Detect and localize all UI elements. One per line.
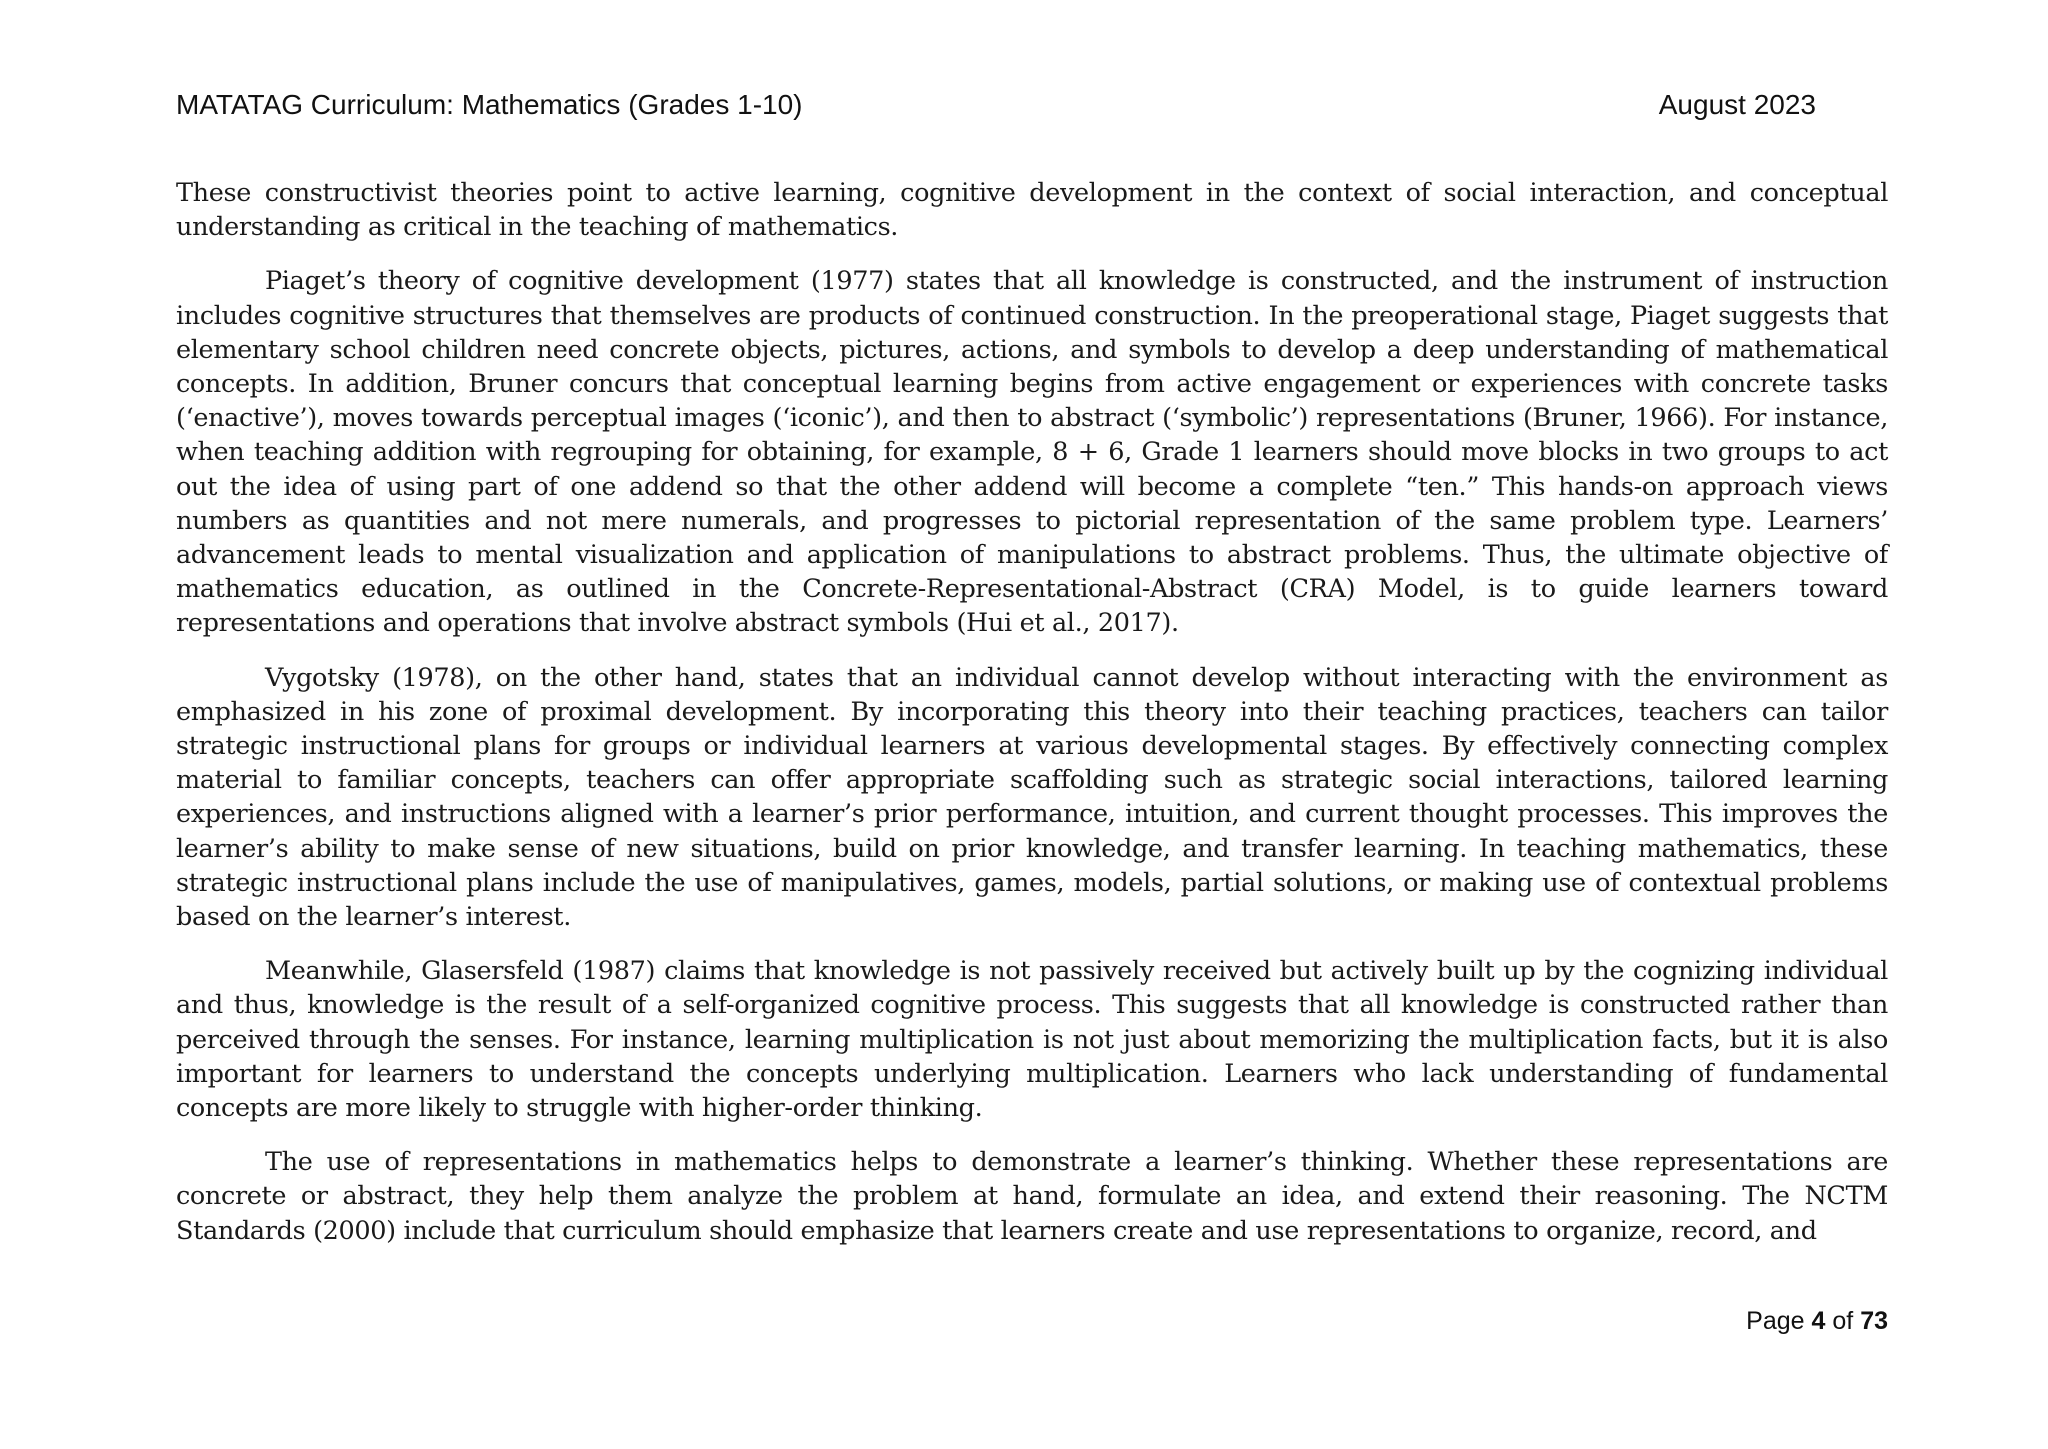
page-header bbox=[176, 88, 1816, 122]
page-total: 73 bbox=[1860, 1307, 1888, 1335]
paragraph-piaget: Piaget’s theory of cognitive development (1977) states that all knowledge is constructed, and the instrument of instruction includes cognitive structures that themselves are products of continued construction. In the preoperational stage, Piaget suggests that elementary school children need concrete objects, pictures, actions, and symbols to develop a deep understanding of mathematical concepts. In addition, Bruner concurs that conceptual learning begins from active engagement or experiences with concrete tasks (‘enactive’), moves towards perceptual images (‘iconic’), and then to abstract (‘symbolic’) representations (Bruner, 1966). For instance, when teaching addition with regrouping for obtaining, for example, 8 + 6, Grade 1 learners should move blocks in two groups to act out the idea of using part of one addend so that the other addend will become a complete “ten.” This hands-on approach views numbers as quantities and not mere numerals, and progresses to pictorial representation of the same problem type. Learners’ advancement leads to mental visualization and application of manipulations to abstract problems. Thus, the ultimate objective of mathematics education, as outlined in the Concrete-Representational-Abstract (CRA) Model, is to guide learners toward representations and operations that involve abstract symbols (Hui et al., 2017). bbox=[176, 266, 1888, 639]
paragraph-vygotsky: Vygotsky (1978), on the other hand, states that an individual cannot develop without interacting with the environment as emphasized in his zone of proximal development. By incorporating this theory into their teaching practices, teachers can tailor strategic instructional plans for groups or individual learners at various developmental stages. By effectively connecting complex material to familiar concepts, teachers can offer appropriate scaffolding such as strategic social interactions, tailored learning experiences, and instructions aligned with a learner’s prior performance, intuition, and current thought processes. This improves the learner’s ability to make sense of new situations, build on prior knowledge, and transfer learning. In teaching mathematics, these strategic instructional plans include the use of manipulatives, games, models, partial solutions, or making use of contextual problems based on the learner’s interest. bbox=[176, 662, 1888, 933]
document-date: August 2023 bbox=[1658, 89, 1816, 120]
paragraph-intro: These constructivist theories point to active learning, cognitive development in the context of social interaction, and conceptual understanding as critical in the teaching of mathematics. bbox=[176, 178, 1888, 243]
page-current: 4 bbox=[1811, 1307, 1826, 1335]
page-number bbox=[1746, 1305, 1888, 1337]
paragraph-glasersfeld: Meanwhile, Glasersfeld (1987) claims that knowledge is not passively received but actively built up by the cognizing individual and thus, knowledge is the result of a self-organized cognitive process. This suggests that all knowledge is constructed rather than perceived through the senses. For instance, learning multiplication is not just about memorizing the multiplication facts, but it is also important for learners to understand the concepts underlying multiplication. Learners who lack understanding of fundamental concepts are more likely to struggle with higher-order thinking. bbox=[176, 956, 1888, 1124]
paragraph-representations: The use of representations in mathematics helps to demonstrate a learner’s thinking. Whether these representations are concrete or abstract, they help them analyze the problem at hand, formulate an idea, and extend their reasoning. The NCTM Standards (2000) include that curriculum should emphasize that learners create and use representations to organize, record, and bbox=[176, 1147, 1888, 1246]
document-title: MATATAG Curriculum: Mathematics (Grades 1-10) bbox=[176, 89, 803, 120]
page-prefix: Page bbox=[1746, 1307, 1805, 1335]
document-body bbox=[176, 176, 1888, 1268]
page-of: of bbox=[1832, 1307, 1854, 1335]
